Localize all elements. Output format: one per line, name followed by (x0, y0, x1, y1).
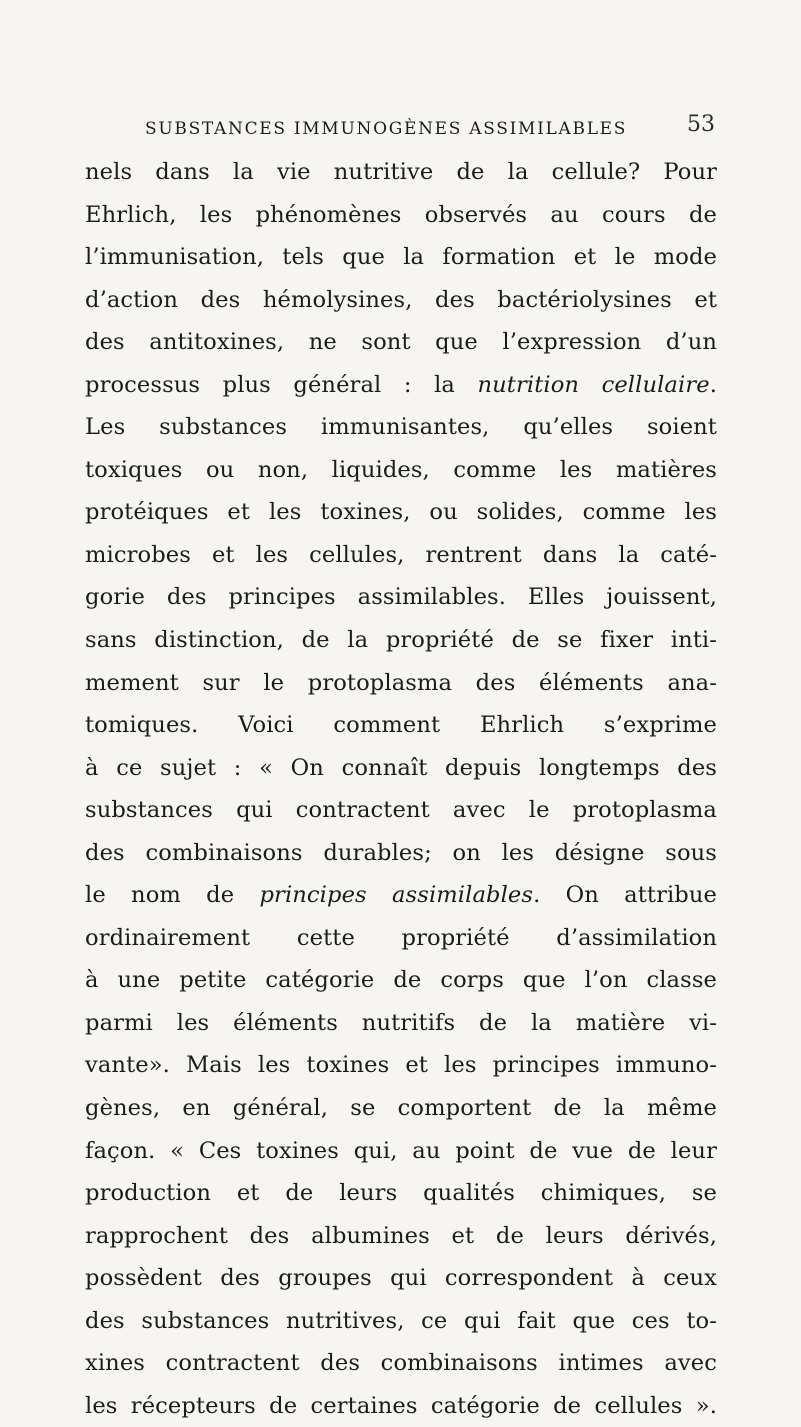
text-line (85, 874, 717, 917)
text-line: protéiques et les toxines, ou solides, comme les (85, 499, 717, 526)
text-line: les récepteurs de certaines catégorie de cellules ». (85, 1392, 717, 1419)
text-line: Les substances immunisantes, qu’elles soient (85, 414, 717, 441)
text-line: toxiques ou non, liquides, comme les matières (85, 456, 717, 483)
text-segment: . On attribue (533, 882, 717, 909)
text-line: Ehrlich, les phénomènes observés au cours de (85, 201, 717, 228)
text-line: gènes, en général, se comportent de la même (85, 1095, 717, 1122)
text-line: mement sur le protoplasma des éléments ana- (85, 669, 717, 696)
text-line: gorie des principes assimilables. Elles jouissent, (85, 584, 717, 611)
text-line: d’action des hémolysines, des bactériolysines et (85, 286, 717, 313)
text-line: nels dans la vie nutritive de la cellule? Pour (85, 159, 717, 185)
text-line: des substances nutritives, ce qui fait que ces to- (85, 1307, 717, 1334)
text-line: tomiques. Voici comment Ehrlich s’exprime (85, 712, 717, 739)
body-text (85, 151, 717, 1427)
text-line: vante». Mais les toxines et les principes immuno- (85, 1052, 717, 1079)
text-line: parmi les éléments nutritifs de la matière vi- (85, 1009, 717, 1036)
page-number: 53 (687, 112, 715, 137)
italic-phrase: nutrition cellulaire (477, 371, 710, 398)
text-line: substances qui contractent avec le protoplasma (85, 797, 717, 824)
text-line: rapprochent des albumines et de leurs dérivés, (85, 1222, 717, 1249)
text-line: à une petite catégorie de corps que l’on classe (85, 967, 717, 994)
text-line: ordinairement cette propriété d’assimilation (85, 924, 717, 951)
text-segment: le nom de (85, 882, 260, 909)
text-line: des antitoxines, ne sont que l’expression d’un (85, 329, 717, 356)
text-line: microbes et les cellules, rentrent dans la caté- (85, 541, 717, 568)
text-line: à ce sujet : « On connaît depuis longtemps des (85, 754, 717, 781)
text-line: des combinaisons durables; on les désigne sous (85, 839, 717, 866)
italic-phrase: principes assimilables (259, 882, 534, 909)
text-line: sans distinction, de la propriété de se fixer inti- (85, 627, 717, 654)
text-line: l’immunisation, tels que la formation et le mode (85, 244, 717, 271)
text-line: production et de leurs qualités chimiques, se (85, 1180, 717, 1207)
text-line: possèdent des groupes qui correspondent à ceux (85, 1265, 717, 1292)
text-line (85, 364, 717, 407)
text-segment: processus plus général : la (85, 371, 478, 398)
text-line: xines contractent des combinaisons intimes avec (85, 1350, 717, 1377)
text-line: façon. « Ces toxines qui, au point de vue de leur (85, 1137, 717, 1164)
running-head-title: SUBSTANCES IMMUNOGÈNES ASSIMILABLES (145, 119, 628, 139)
text-segment: . (709, 371, 717, 398)
